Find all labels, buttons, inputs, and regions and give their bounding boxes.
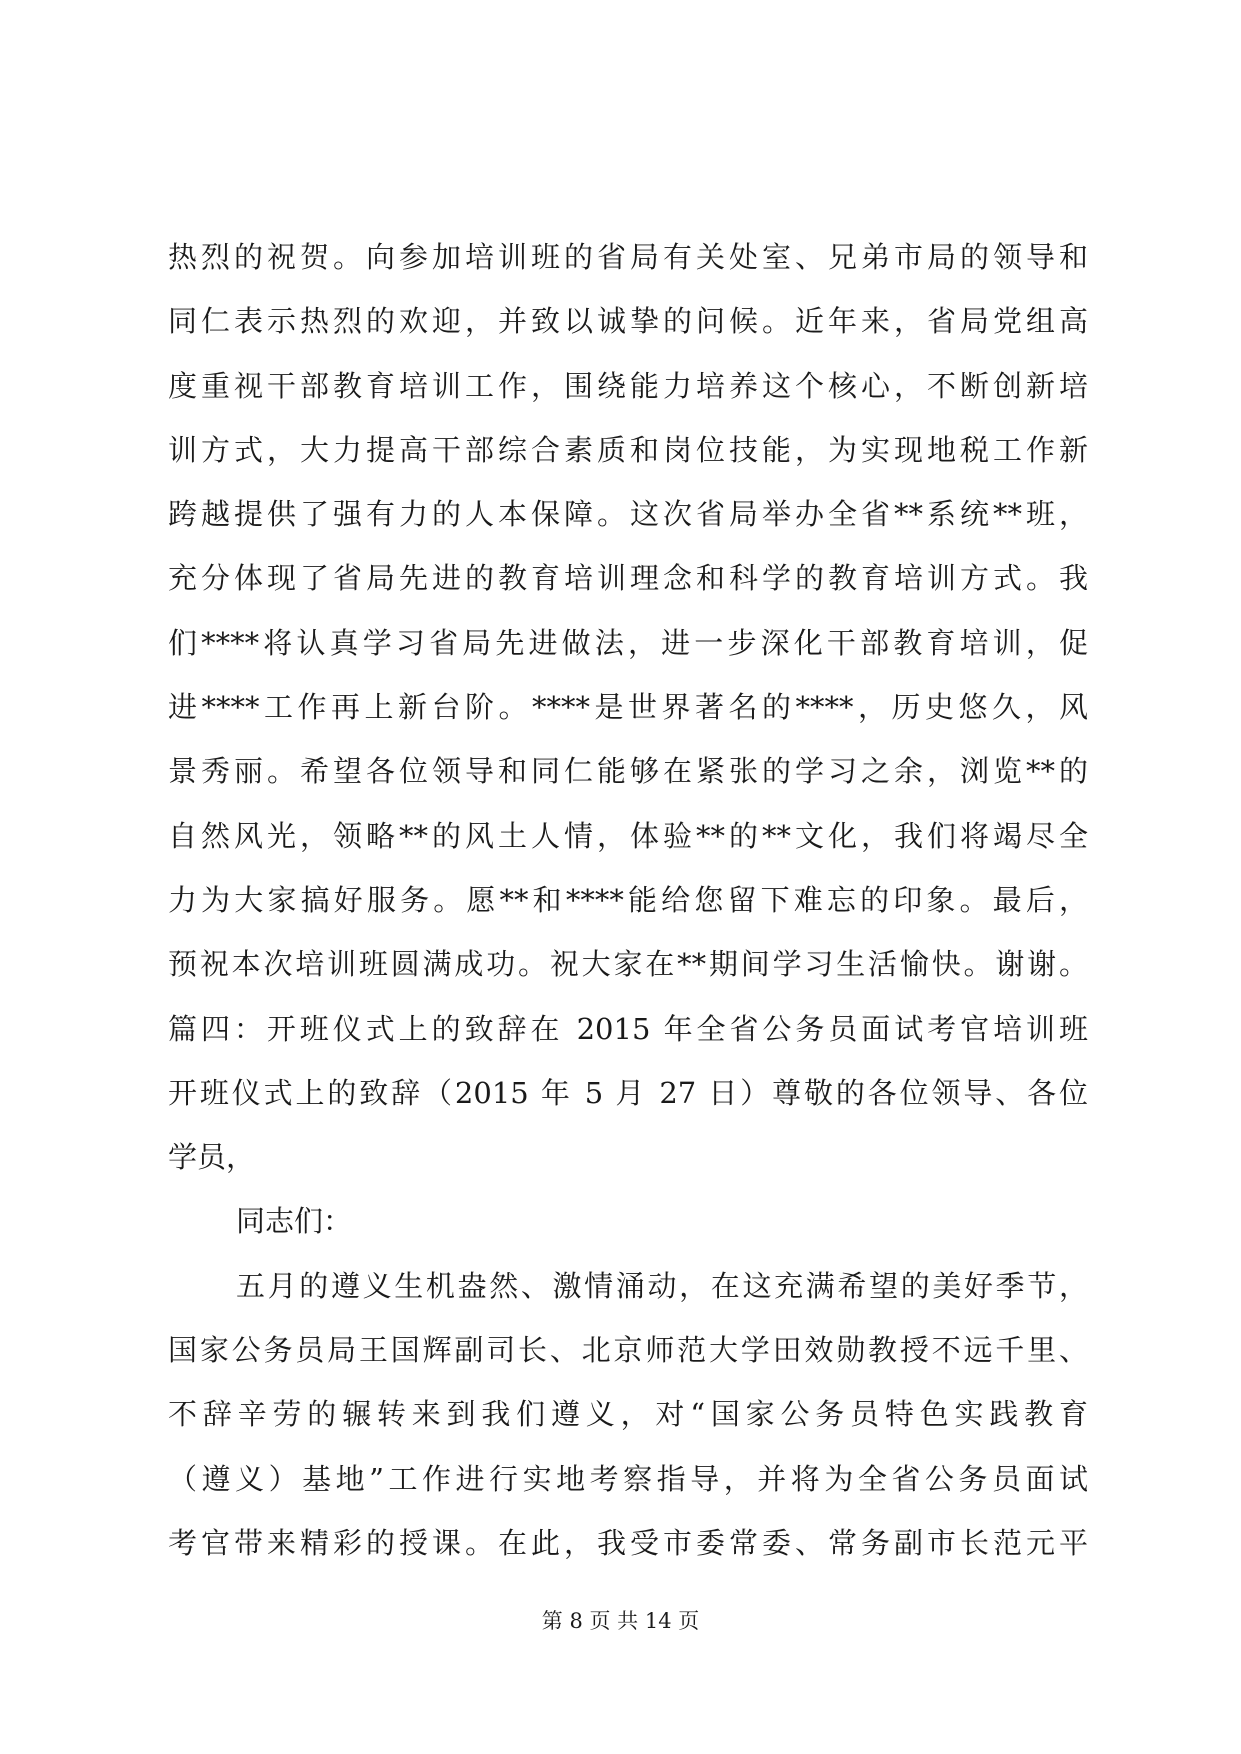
body-text: [168, 225, 1088, 1575]
text-line: 们****将认真学习省局先进做法，进一步深化干部教育培训，促: [168, 625, 1088, 660]
text-line: 国家公务员局王国辉副司长、北京师范大学田效勋教授不远千里、: [168, 1333, 1088, 1368]
text-line: 景秀丽。希望各位领导和同仁能够在紧张的学习之余，浏览**的: [168, 754, 1088, 789]
text-line: 训方式，大力提高干部综合素质和岗位技能，为实现地税工作新: [168, 432, 1088, 467]
text-line: 预祝本次培训班圆满成功。祝大家在**期间学习生活愉快。谢谢。: [168, 947, 1088, 982]
text-line: 不辞辛劳的辗转来到我们遵义，对“国家公务员特色实践教育: [168, 1397, 1088, 1432]
text-line: 开班仪式上的致辞（2015 年 5 月 27 日）尊敬的各位领导、各位: [168, 1075, 1088, 1110]
text-line: 力为大家搞好服务。愿**和****能给您留下难忘的印象。最后，: [168, 882, 1088, 917]
text-line: 进****工作再上新台阶。****是世界著名的****，历史悠久，风: [168, 690, 1088, 725]
text-line: 篇四：开班仪式上的致辞在 2015 年全省公务员面试考官培训班: [168, 1011, 1088, 1046]
text-line: 跨越提供了强有力的人本保障。这次省局举办全省**系统**班，: [168, 497, 1088, 532]
text-line: （遵义）基地”工作进行实地考察指导，并将为全省公务员面试: [168, 1461, 1088, 1496]
text-line: 自然风光，领略**的风土人情，体验**的**文化，我们将竭尽全: [168, 818, 1088, 853]
text-line: 度重视干部教育培训工作，围绕能力培养这个核心，不断创新培: [168, 368, 1088, 403]
text-line: 考官带来精彩的授课。在此，我受市委常委、常务副市长范元平: [168, 1525, 1088, 1560]
text-line: 学员，: [168, 1140, 256, 1175]
text-line: 同仁表示热烈的欢迎，并致以诚挚的问候。近年来，省局党组高: [168, 304, 1088, 339]
page-number-footer: 第 8 页 共 14 页: [541, 1609, 700, 1633]
salutation-line: 同志们：: [236, 1204, 353, 1239]
paragraph-first-line: 五月的遵义生机盎然、激情涌动，在这充满希望的美好季节，: [236, 1268, 1088, 1303]
text-line: 热烈的祝贺。向参加培训班的省局有关处室、兄弟市局的领导和: [168, 240, 1088, 274]
text-line: 充分体现了省局先进的教育培训理念和科学的教育培训方式。我: [168, 561, 1088, 596]
